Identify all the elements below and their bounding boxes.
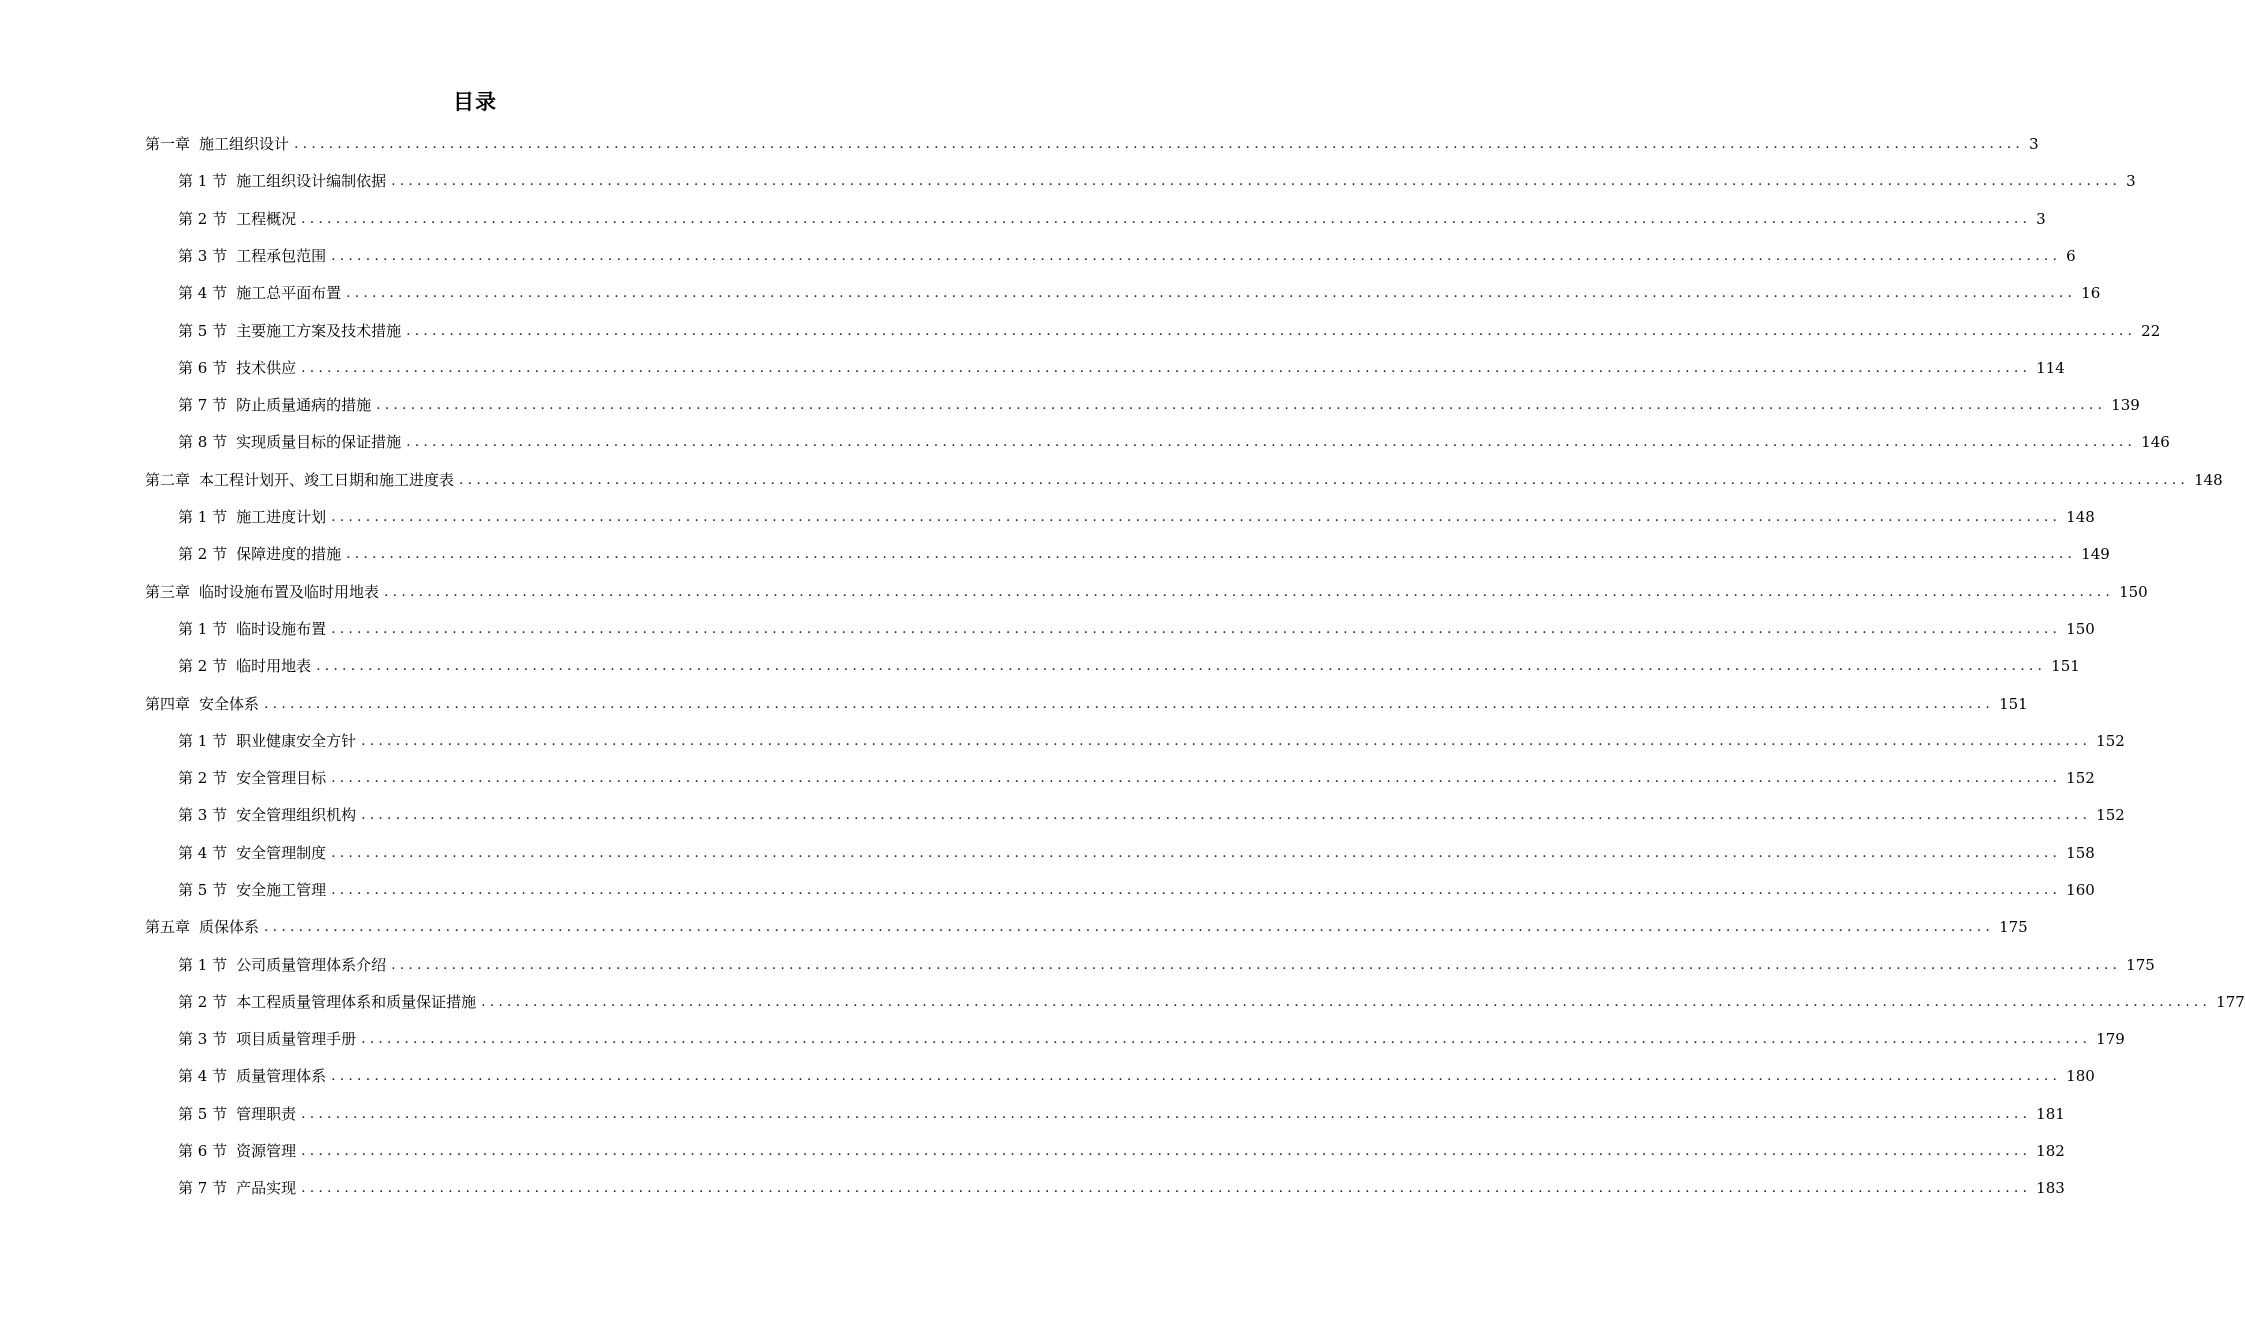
toc-entry-number: 第 1 节 xyxy=(178,172,228,190)
toc-page-number: 146 xyxy=(2141,432,2170,451)
toc-chapter-entry[interactable] xyxy=(145,573,2148,610)
dot-leader: ........................................................................................................................................................................................................ xyxy=(376,396,2107,413)
toc-entry-label xyxy=(145,133,289,154)
toc-entry-label xyxy=(178,245,326,266)
toc-entry-title: 主要施工方案及技术措施 xyxy=(236,322,402,340)
toc-entry-label xyxy=(178,320,401,341)
dot-leader: ........................................................................................................................................................................................................ xyxy=(406,433,2137,450)
toc-entry-label xyxy=(178,1140,296,1161)
toc-section-entry[interactable] xyxy=(178,1057,2095,1094)
toc-page-number: 181 xyxy=(2036,1104,2065,1123)
toc-section-entry[interactable] xyxy=(178,796,2125,833)
dot-leader: ........................................................................................................................................................................................................ xyxy=(264,918,1995,935)
toc-entry-title: 施工进度计划 xyxy=(236,508,327,526)
toc-page-number: 160 xyxy=(2066,880,2095,899)
toc-entry-number: 第 3 节 xyxy=(178,806,228,824)
dot-leader: ........................................................................................................................................................................................................ xyxy=(391,172,2122,189)
toc-section-entry[interactable] xyxy=(178,1132,2065,1169)
toc-page-number: 149 xyxy=(2081,544,2110,563)
toc-entry-title: 施工组织设计编制依据 xyxy=(236,172,387,190)
toc-page-number: 152 xyxy=(2096,731,2125,750)
toc-entry-title: 安全施工管理 xyxy=(236,881,327,899)
toc-entry-label xyxy=(178,954,386,975)
toc-entry-label xyxy=(178,1028,356,1049)
dot-leader: ........................................................................................................................................................................................................ xyxy=(346,545,2077,562)
toc-entry-title: 临时设施布置 xyxy=(236,620,327,638)
toc-entry-number: 第 8 节 xyxy=(178,433,228,451)
toc-section-entry[interactable] xyxy=(178,274,2101,311)
dot-leader: ........................................................................................................................................................................................................ xyxy=(331,247,2062,264)
toc-section-entry[interactable] xyxy=(178,498,2095,535)
toc-entry-label xyxy=(178,208,296,229)
toc-page-number: 114 xyxy=(2036,358,2065,377)
toc-entry-number: 第 3 节 xyxy=(178,247,228,265)
toc-section-entry[interactable] xyxy=(178,946,2155,983)
toc-section-entry[interactable] xyxy=(178,722,2125,759)
toc-page-number: 150 xyxy=(2066,619,2095,638)
toc-section-entry[interactable] xyxy=(178,162,2136,199)
toc-entry-number: 第 6 节 xyxy=(178,1142,228,1160)
toc-entry-title: 本工程质量管理体系和质量保证措施 xyxy=(236,993,477,1011)
toc-entry-label xyxy=(178,543,341,564)
toc-section-entry[interactable] xyxy=(178,1020,2125,1057)
toc-page-number: 180 xyxy=(2066,1066,2095,1085)
toc-entry-label xyxy=(178,655,311,676)
dot-leader: ........................................................................................................................................................................................................ xyxy=(301,1142,2032,1159)
dot-leader: ........................................................................................................................................................................................................ xyxy=(391,956,2122,973)
toc-page-number: 152 xyxy=(2066,768,2095,787)
dot-leader: ........................................................................................................................................................................................................ xyxy=(301,1179,2032,1196)
toc-section-entry[interactable] xyxy=(178,237,2076,274)
toc-chapter-entry[interactable] xyxy=(145,908,2028,945)
toc-entry-label xyxy=(178,431,401,452)
toc-page-number: 151 xyxy=(2051,656,2080,675)
toc-entry-title: 安全管理组织机构 xyxy=(236,806,357,824)
toc-entry-title: 资源管理 xyxy=(236,1142,297,1160)
toc-entry-label xyxy=(178,170,386,191)
toc-page-number: 139 xyxy=(2111,395,2140,414)
toc-page-number: 6 xyxy=(2066,246,2076,265)
toc-chapter-entry[interactable] xyxy=(145,125,2039,162)
toc-entry-number: 第 2 节 xyxy=(178,993,228,1011)
toc-entry-title: 保障进度的措施 xyxy=(236,545,342,563)
toc-entry-title: 防止质量通病的措施 xyxy=(236,396,372,414)
toc-entry-number: 第三章 xyxy=(145,583,191,601)
toc-entry-label xyxy=(145,469,454,490)
toc-page-number: 148 xyxy=(2194,470,2223,489)
toc-page-number: 179 xyxy=(2096,1029,2125,1048)
toc-page-number: 148 xyxy=(2066,507,2095,526)
dot-leader: ........................................................................................................................................................................................................ xyxy=(331,844,2062,861)
toc-section-entry[interactable] xyxy=(178,349,2065,386)
toc-entry-title: 公司质量管理体系介绍 xyxy=(236,956,387,974)
dot-leader: ........................................................................................................................................................................................................ xyxy=(361,806,2092,823)
toc-section-entry[interactable] xyxy=(178,386,2140,423)
toc-entry-title: 项目质量管理手册 xyxy=(236,1030,357,1048)
page-title: 目录 xyxy=(453,90,497,114)
toc-section-entry[interactable] xyxy=(178,312,2161,349)
toc-page-number: 183 xyxy=(2036,1178,2065,1197)
toc-entry-number: 第 2 节 xyxy=(178,769,228,787)
toc-section-entry[interactable] xyxy=(178,834,2095,871)
toc-entry-label xyxy=(178,357,296,378)
toc-entry-label xyxy=(178,394,371,415)
toc-entry-title: 临时设施布置及临时用地表 xyxy=(199,583,380,601)
dot-leader: ........................................................................................................................................................................................................ xyxy=(384,583,2115,600)
toc-entry-label xyxy=(178,1103,296,1124)
toc-section-entry[interactable] xyxy=(178,423,2170,460)
dot-leader: ........................................................................................................................................................................................................ xyxy=(331,769,2062,786)
toc-entry-label xyxy=(145,581,379,602)
toc-entry-label xyxy=(178,730,356,751)
toc-section-entry[interactable] xyxy=(178,535,2110,572)
toc-page-number: 3 xyxy=(2036,209,2046,228)
toc-entry-title: 施工组织设计 xyxy=(199,135,290,153)
toc-section-entry[interactable] xyxy=(178,1169,2065,1206)
dot-leader: ........................................................................................................................................................................................................ xyxy=(264,695,1995,712)
toc-entry-number: 第 2 节 xyxy=(178,657,228,675)
toc-page-number: 177 xyxy=(2216,992,2245,1011)
toc-page-number: 182 xyxy=(2036,1141,2065,1160)
toc-entry-title: 安全体系 xyxy=(199,695,260,713)
toc-entry-title: 本工程计划开、竣工日期和施工进度表 xyxy=(199,471,455,489)
dot-leader: ........................................................................................................................................................................................................ xyxy=(331,620,2062,637)
toc-entry-label xyxy=(178,1065,326,1086)
dot-leader: ........................................................................................................................................................................................................ xyxy=(301,1105,2032,1122)
toc-entry-number: 第一章 xyxy=(145,135,191,153)
toc-entry-number: 第 1 节 xyxy=(178,508,228,526)
toc-entry-label xyxy=(145,916,259,937)
toc-section-entry[interactable] xyxy=(178,983,2245,1020)
toc-section-entry[interactable] xyxy=(178,1095,2065,1132)
toc-page-number: 175 xyxy=(2126,955,2155,974)
toc-entry-title: 职业健康安全方针 xyxy=(236,732,357,750)
toc-entry-number: 第 5 节 xyxy=(178,322,228,340)
toc-section-entry[interactable] xyxy=(178,200,2046,237)
toc-entry-number: 第 2 节 xyxy=(178,545,228,563)
toc-page-number: 3 xyxy=(2126,171,2136,190)
toc-entry-label xyxy=(178,991,476,1012)
toc-entry-title: 临时用地表 xyxy=(236,657,312,675)
toc-entry-number: 第 5 节 xyxy=(178,1105,228,1123)
toc-entry-number: 第 4 节 xyxy=(178,844,228,862)
toc-entry-title: 实现质量目标的保证措施 xyxy=(236,433,402,451)
toc-chapter-entry[interactable] xyxy=(145,685,2028,722)
toc-entry-title: 工程承包范围 xyxy=(236,247,327,265)
dot-leader: ........................................................................................................................................................................................................ xyxy=(331,881,2062,898)
toc-page-number: 22 xyxy=(2141,321,2161,340)
toc-entry-number: 第 7 节 xyxy=(178,1179,228,1197)
toc-entry-number: 第二章 xyxy=(145,471,191,489)
toc-entry-label xyxy=(178,842,326,863)
dot-leader: ........................................................................................................................................................................................................ xyxy=(331,1067,2062,1084)
dot-leader: ........................................................................................................................................................................................................ xyxy=(301,210,2032,227)
toc-page-number: 152 xyxy=(2096,805,2125,824)
toc-entry-number: 第 2 节 xyxy=(178,210,228,228)
toc-entry-title: 安全管理目标 xyxy=(236,769,327,787)
toc-entry-label xyxy=(178,804,356,825)
dot-leader: ........................................................................................................................................................................................................ xyxy=(346,284,2077,301)
toc-entry-label xyxy=(178,506,326,527)
toc-entry-number: 第 1 节 xyxy=(178,620,228,638)
dot-leader: ........................................................................................................................................................................................................ xyxy=(316,657,2047,674)
toc-entry-title: 安全管理制度 xyxy=(236,844,327,862)
toc-page-number: 158 xyxy=(2066,843,2095,862)
dot-leader: ........................................................................................................................................................................................................ xyxy=(294,135,2025,152)
dot-leader: ........................................................................................................................................................................................................ xyxy=(481,993,2212,1010)
toc-entry-number: 第 1 节 xyxy=(178,956,228,974)
toc-entry-title: 产品实现 xyxy=(236,1179,297,1197)
toc-page-number: 16 xyxy=(2081,283,2101,302)
toc-entry-title: 质保体系 xyxy=(199,918,260,936)
toc-page-number: 150 xyxy=(2119,582,2148,601)
dot-leader: ........................................................................................................................................................................................................ xyxy=(406,322,2137,339)
toc-entry-label xyxy=(178,767,326,788)
toc-section-entry[interactable] xyxy=(178,759,2095,796)
toc-entry-number: 第 1 节 xyxy=(178,732,228,750)
toc-entry-number: 第 4 节 xyxy=(178,1067,228,1085)
toc-entry-title: 质量管理体系 xyxy=(236,1067,327,1085)
dot-leader: ........................................................................................................................................................................................................ xyxy=(459,471,2190,488)
toc-section-entry[interactable] xyxy=(178,647,2080,684)
toc-page-number: 3 xyxy=(2029,134,2039,153)
toc-entry-number: 第 6 节 xyxy=(178,359,228,377)
toc-entry-title: 管理职责 xyxy=(236,1105,297,1123)
toc-entry-label xyxy=(178,1177,296,1198)
dot-leader: ........................................................................................................................................................................................................ xyxy=(361,732,2092,749)
toc-entry-title: 技术供应 xyxy=(236,359,297,377)
toc-entry-label xyxy=(178,618,326,639)
dot-leader: ........................................................................................................................................................................................................ xyxy=(361,1030,2092,1047)
toc-entry-label xyxy=(178,282,341,303)
toc-page-number: 175 xyxy=(1999,917,2028,936)
dot-leader: ........................................................................................................................................................................................................ xyxy=(331,508,2062,525)
toc-entry-number: 第五章 xyxy=(145,918,191,936)
toc-entry-number: 第四章 xyxy=(145,695,191,713)
toc-section-entry[interactable] xyxy=(178,871,2095,908)
toc-section-entry[interactable] xyxy=(178,610,2095,647)
toc-entry-title: 施工总平面布置 xyxy=(236,284,342,302)
toc-entry-title: 工程概况 xyxy=(236,210,297,228)
toc-entry-number: 第 3 节 xyxy=(178,1030,228,1048)
toc-entry-number: 第 4 节 xyxy=(178,284,228,302)
toc-entry-number: 第 5 节 xyxy=(178,881,228,899)
toc-chapter-entry[interactable] xyxy=(145,461,2223,498)
dot-leader: ........................................................................................................................................................................................................ xyxy=(301,359,2032,376)
toc-entry-label xyxy=(145,693,259,714)
toc-entry-number: 第 7 节 xyxy=(178,396,228,414)
toc-page-number: 151 xyxy=(1999,694,2028,713)
toc-entry-label xyxy=(178,879,326,900)
